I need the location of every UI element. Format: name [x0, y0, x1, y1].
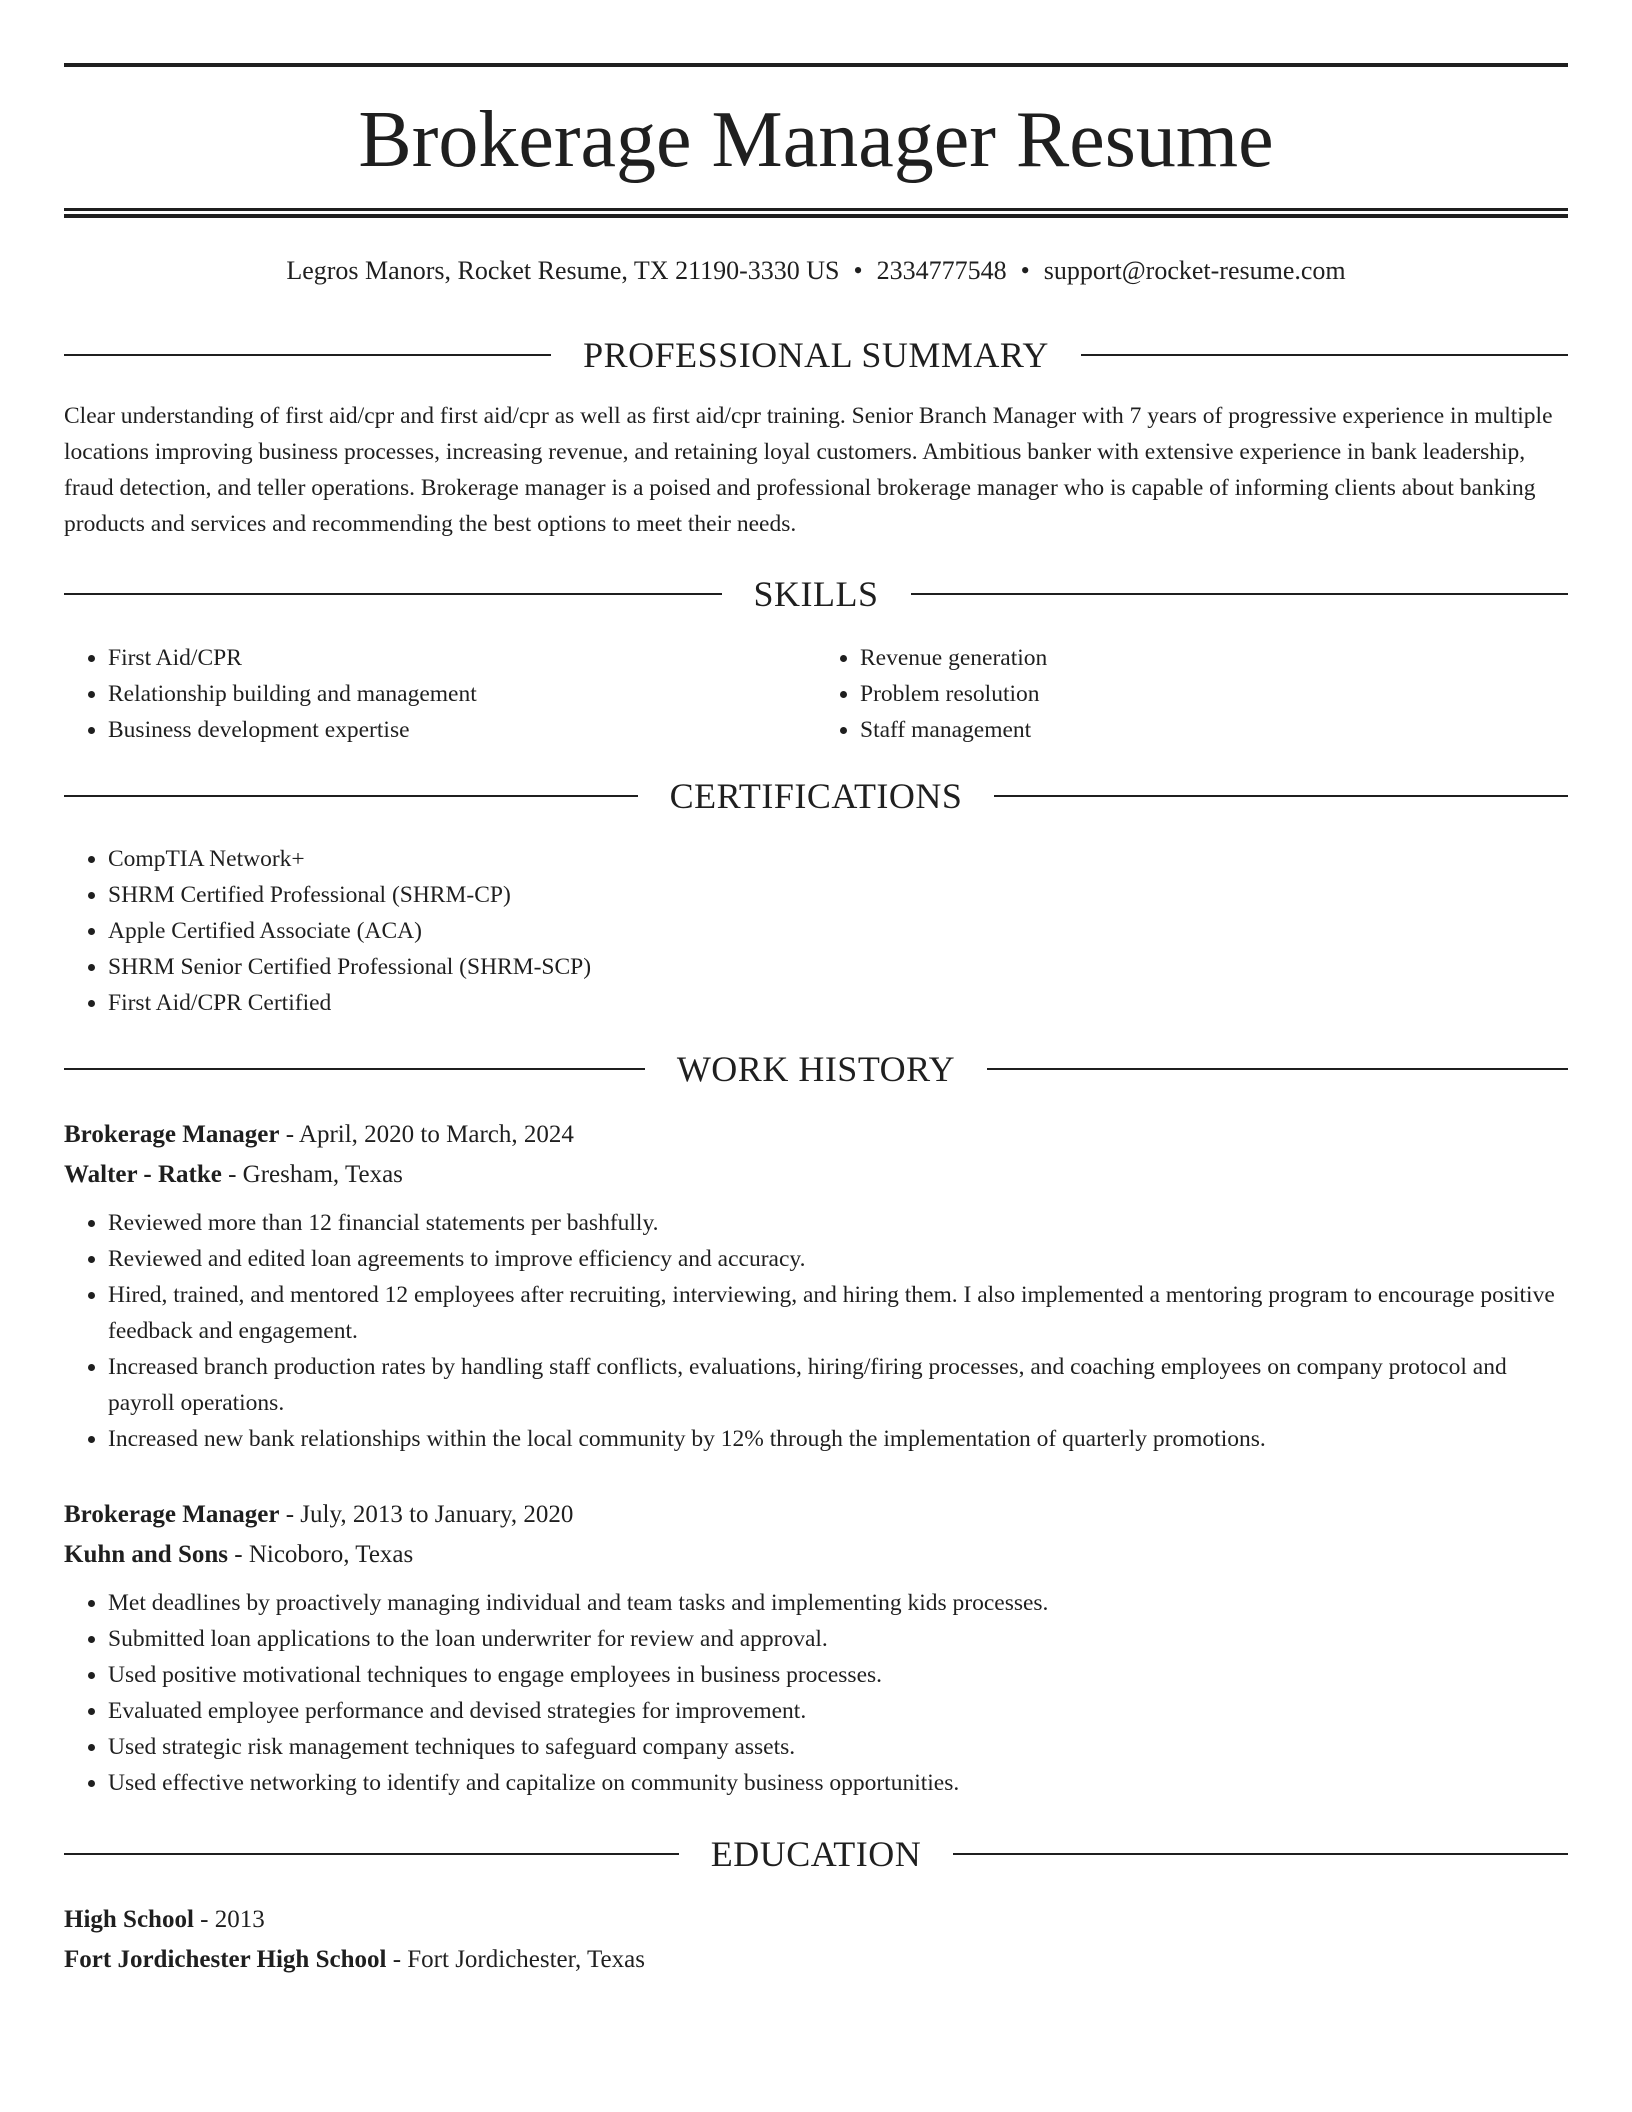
contact-email[interactable]: support@rocket-resume.com	[1043, 256, 1346, 285]
job-bullets	[64, 1205, 1568, 1457]
certification-item: • SHRM Senior Certified Professional (SHRM-SCP)	[108, 949, 1568, 985]
job-dates: - July, 2013 to January, 2020	[285, 1501, 574, 1528]
skill-item: • Problem resolution	[860, 676, 1568, 712]
section-heading-skills	[64, 572, 1568, 616]
section-title: SKILLS	[753, 574, 879, 614]
top-rule	[64, 63, 1568, 67]
resume-title: Brokerage Manager Resume	[358, 96, 1274, 184]
job-company-line	[64, 1155, 1568, 1195]
heading-rule	[64, 1068, 645, 1070]
education-school-line	[64, 1940, 1568, 1980]
education-year: - 2013	[200, 1906, 265, 1933]
skill-item: • Revenue generation	[860, 640, 1568, 676]
skill-item: • First Aid/CPR	[108, 640, 816, 676]
job-company-line	[64, 1535, 1568, 1575]
job-title: Brokerage Manager	[64, 1501, 280, 1528]
job-company: Kuhn and Sons	[64, 1541, 229, 1568]
job-bullet: • Submitted loan applications to the loan underwriter for review and approval.	[108, 1621, 1568, 1657]
job-bullet: • Increased branch production rates by handling staff conflicts, evaluations, hiring/firing processes, and coaching employees on company protocol and payroll operations.	[108, 1349, 1568, 1421]
job-bullet: • Reviewed more than 12 financial statements per bashfully.	[108, 1205, 1568, 1241]
heading-rule	[64, 795, 638, 797]
job-title-line	[64, 1495, 1568, 1535]
job-location: - Gresham, Texas	[228, 1161, 403, 1188]
contact-line	[64, 254, 1568, 288]
job-location: - Nicoboro, Texas	[234, 1541, 414, 1568]
section-title: EDUCATION	[710, 1834, 922, 1874]
job-title: Brokerage Manager	[64, 1121, 280, 1148]
certification-item: • Apple Certified Associate (ACA)	[108, 913, 1568, 949]
job-bullet: • Reviewed and edited loan agreements to improve efficiency and accuracy.	[108, 1241, 1568, 1277]
heading-rule	[64, 1853, 679, 1855]
skills-column-left	[64, 640, 816, 748]
skill-item: • Staff management	[860, 712, 1568, 748]
section-heading-education	[64, 1832, 1568, 1876]
section-title: PROFESSIONAL SUMMARY	[583, 335, 1049, 375]
certifications-list	[64, 841, 1568, 1021]
skills-list	[64, 640, 1568, 748]
heading-rule	[64, 593, 722, 595]
contact-address: Legros Manors, Rocket Resume, TX 21190-3330 US	[286, 256, 840, 285]
job-bullet: • Met deadlines by proactively managing individual and team tasks and implementing kids processes.	[108, 1585, 1568, 1621]
certification-item: • SHRM Certified Professional (SHRM-CP)	[108, 877, 1568, 913]
job-dates: - April, 2020 to March, 2024	[285, 1121, 574, 1148]
job-bullet: • Hired, trained, and mentored 12 employees after recruiting, interviewing, and hiring them. I also implemented a mentoring program to encourage positive feedback and engagement.	[108, 1277, 1568, 1349]
contact-separator: •	[1020, 256, 1030, 285]
title-double-rule	[64, 208, 1568, 218]
heading-rule	[64, 354, 551, 356]
section-title: WORK HISTORY	[676, 1049, 956, 1089]
job-entry	[64, 1495, 1568, 1801]
certification-item: • CompTIA Network+	[108, 841, 1568, 877]
skill-item: • Relationship building and management	[108, 676, 816, 712]
job-entry	[64, 1115, 1568, 1457]
education-degree: High School	[64, 1906, 194, 1933]
education-entry	[64, 1900, 1568, 1980]
section-heading-summary	[64, 333, 1568, 377]
job-bullet: • Used effective networking to identify and capitalize on community business opportunities.	[108, 1765, 1568, 1801]
education-degree-line	[64, 1900, 1568, 1940]
job-bullet: • Used positive motivational techniques to engage employees in business processes.	[108, 1657, 1568, 1693]
job-bullet: • Evaluated employee performance and devised strategies for improvement.	[108, 1693, 1568, 1729]
job-bullet: • Increased new bank relationships within the local community by 12% through the implementation of quarterly promotions.	[108, 1421, 1568, 1457]
job-company: Walter - Ratke	[64, 1161, 222, 1188]
education-school: Fort Jordichester High School	[64, 1946, 387, 1973]
education-location: - Fort Jordichester, Texas	[392, 1946, 645, 1973]
certification-item: • First Aid/CPR Certified	[108, 985, 1568, 1021]
heading-rule	[987, 1068, 1568, 1070]
skill-item: • Business development expertise	[108, 712, 816, 748]
job-title-line	[64, 1115, 1568, 1155]
section-heading-work-history	[64, 1047, 1568, 1091]
contact-separator: •	[853, 256, 863, 285]
section-title: CERTIFICATIONS	[669, 776, 963, 816]
contact-phone[interactable]: 2334777548	[876, 256, 1007, 285]
heading-rule	[1081, 354, 1568, 356]
job-bullet: • Used strategic risk management techniques to safeguard company assets.	[108, 1729, 1568, 1765]
heading-rule	[953, 1853, 1568, 1855]
summary-text: Clear understanding of first aid/cpr and first aid/cpr as well as first aid/cpr training. Senior Branch Manager with 7 years of progressive experience in multiple locations improving business processes, increasing revenue, and retaining loyal customers. Ambitious banker with extensive experience in bank leadership, fraud detection, and teller operations. Brokerage manager is a poised and professional brokerage manager who is capable of informing clients about banking products and services and recommending the best options to meet their needs.	[64, 403, 1553, 537]
heading-rule	[911, 593, 1569, 595]
job-bullets	[64, 1585, 1568, 1801]
section-heading-certifications	[64, 774, 1568, 818]
skills-column-right	[816, 640, 1568, 748]
heading-rule	[994, 795, 1568, 797]
